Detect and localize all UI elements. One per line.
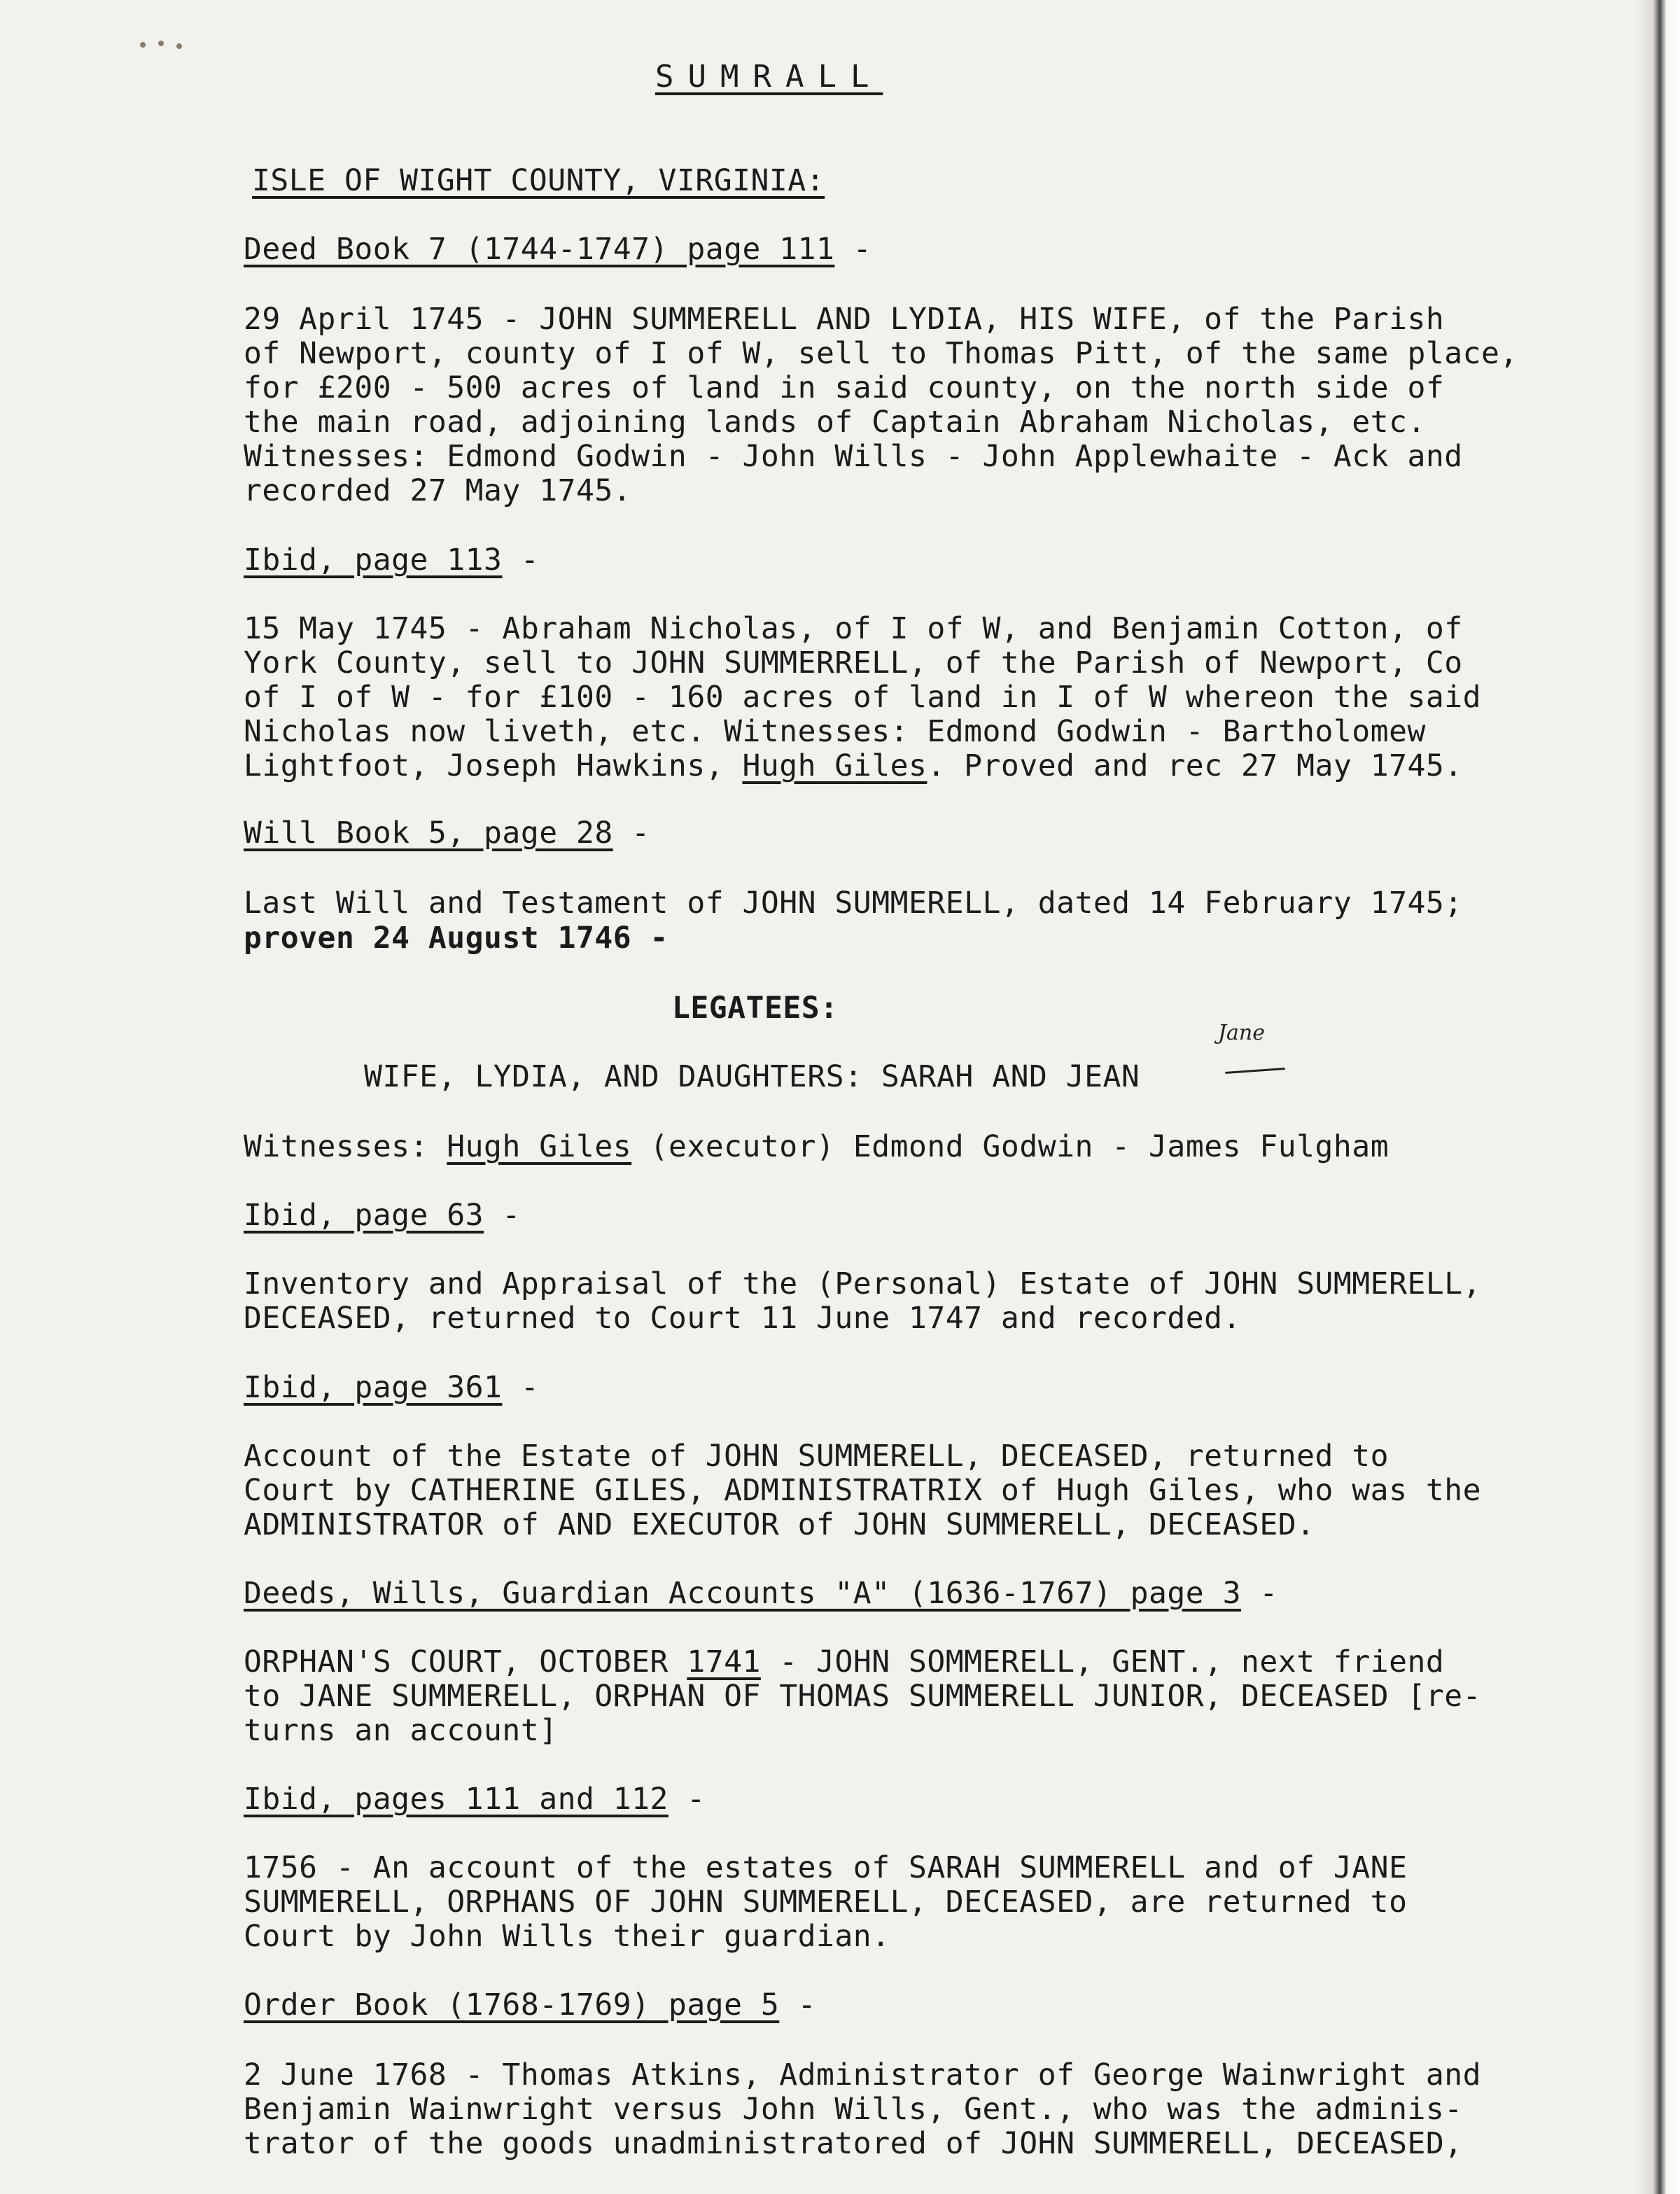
section-heading-text: Ibid, page 361 <box>244 1370 503 1405</box>
text-segment: ORPHAN'S COURT, OCTOBER <box>244 1644 687 1679</box>
section-heading-text: Deed Book 7 (1744-1747) page 111 <box>244 232 835 267</box>
text-line: of Newport, county of I of W, sell to Thomas Pitt, of the same place, <box>244 336 1518 371</box>
text-line: Last Will and Testament of JOHN SUMMERELL, dated 14 February 1745; <box>244 886 1463 921</box>
text-line: the main road, adjoining lands of Captain Abraham Nicholas, etc. <box>244 405 1426 440</box>
section-heading-ibid-63 <box>244 1199 521 1232</box>
legatees-list: WIFE, LYDIA, AND DAUGHTERS: SARAH AND JEAN <box>364 1059 1140 1094</box>
section-heading-deed-book-7 <box>244 232 872 266</box>
text-line: ADMINISTRATOR of AND EXECUTOR of JOHN SUMMERELL, DECEASED. <box>244 1507 1315 1542</box>
text-segment: . Proved and rec 27 May 1745. <box>927 748 1463 783</box>
section-heading-dash: - <box>668 1782 706 1817</box>
paper-speck <box>158 41 164 46</box>
pen-stroke <box>1225 1068 1285 1074</box>
section-heading-dash: - <box>779 1987 817 2022</box>
text-segment: Witnesses: <box>244 1129 447 1164</box>
text-line <box>244 1130 1389 1164</box>
text-line: Court by John Wills their guardian. <box>244 1919 890 1954</box>
underlined-name: Hugh Giles <box>447 1129 632 1164</box>
section-heading-ibid-361 <box>244 1371 539 1404</box>
page-title: SUMRALL <box>655 59 883 95</box>
section-heading-text: Order Book (1768-1769) page 5 <box>244 1987 780 2022</box>
text-segment: (executor) Edmond Godwin - James Fulgham <box>631 1129 1390 1164</box>
text-line: 2 June 1768 - Thomas Atkins, Administrator of George Wainwright and <box>244 2057 1482 2092</box>
text-line: SUMMERELL, ORPHANS OF JOHN SUMMERELL, DECEASED, are returned to <box>244 1885 1408 1920</box>
handwritten-correction: Jane <box>1218 1021 1265 1045</box>
text-line: Nicholas now liveth, etc. Witnesses: Edmond Godwin - Bartholomew <box>244 714 1426 749</box>
text-segment: - JOHN SOMMERELL, GENT., next friend <box>760 1644 1445 1679</box>
section-heading-will-book-5 <box>244 816 650 850</box>
section-heading-text: Ibid, page 113 <box>244 543 503 578</box>
text-line: Inventory and Appraisal of the (Personal) Estate of JOHN SUMMERELL, <box>244 1266 1482 1301</box>
section-heading-dash: - <box>502 1370 540 1405</box>
text-line: turns an account] <box>244 1713 558 1748</box>
section-heading-text: Ibid, page 63 <box>244 1198 484 1233</box>
text-line: Witnesses: Edmond Godwin - John Wills - John Applewhaite - Ack and <box>244 439 1463 474</box>
section-heading-ibid-111-112 <box>244 1782 706 1816</box>
section-heading-dash: - <box>484 1198 521 1233</box>
text-line: 29 April 1745 - JOHN SUMMERELL AND LYDIA, HIS WIFE, of the Parish <box>244 302 1445 337</box>
text-line: recorded 27 May 1745. <box>244 473 632 508</box>
section-heading-text: Will Book 5, page 28 <box>244 816 613 851</box>
text-line: to JANE SUMMERELL, ORPHAN OF THOMAS SUMMERELL JUNIOR, DECEASED [re- <box>244 1679 1482 1714</box>
text-line: for £200 - 500 acres of land in said county, on the north side of <box>244 370 1445 405</box>
text-line: Account of the Estate of JOHN SUMMERELL, DECEASED, returned to <box>244 1439 1390 1474</box>
text-line: Benjamin Wainwright versus John Wills, Gent., who was the adminis- <box>244 2092 1463 2127</box>
section-heading-dash: - <box>1240 1576 1278 1611</box>
legatees-heading: LEGATEES: <box>672 991 839 1026</box>
paper-speck <box>176 43 182 49</box>
section-heading-dash: - <box>834 232 872 267</box>
section-heading-dash: - <box>612 816 650 851</box>
section-heading-ibid-113 <box>244 543 539 577</box>
section-heading-order-book <box>244 1988 816 2022</box>
text-line: 15 May 1745 - Abraham Nicholas, of I of W, and Benjamin Cotton, of <box>244 611 1463 646</box>
text-line: DECEASED, returned to Court 11 June 1747 and recorded. <box>244 1301 1241 1336</box>
paper-speck <box>140 42 146 48</box>
page-edge-shadow <box>1635 0 1680 2194</box>
underlined-year: 1741 <box>687 1644 761 1679</box>
text-line <box>244 1645 1444 1679</box>
text-line: proven 24 August 1746 - <box>244 921 668 956</box>
underlined-name: Hugh Giles <box>742 748 927 783</box>
text-line: Court by CATHERINE GILES, ADMINISTRATRIX of Hugh Giles, who was the <box>244 1473 1482 1508</box>
text-line <box>244 749 1463 783</box>
section-heading-text: Deeds, Wills, Guardian Accounts "A" (1636-1767) page 3 <box>244 1576 1241 1611</box>
county-heading: ISLE OF WIGHT COUNTY, VIRGINIA: <box>252 163 825 198</box>
section-heading-deeds-wills <box>244 1577 1278 1610</box>
section-heading-text: Ibid, pages 111 and 112 <box>244 1782 668 1817</box>
text-line: 1756 - An account of the estates of SARAH SUMMERELL and of JANE <box>244 1850 1408 1885</box>
text-line: York County, sell to JOHN SUMMERRELL, of the Parish of Newport, Co <box>244 645 1463 680</box>
text-line: of I of W - for £100 - 160 acres of land in I of W whereon the said <box>244 680 1482 715</box>
section-heading-dash: - <box>502 543 540 578</box>
text-line: trator of the goods unadministratored of JOHN SUMMERELL, DECEASED, <box>244 2126 1463 2161</box>
text-segment: Lightfoot, Joseph Hawkins, <box>244 748 743 783</box>
